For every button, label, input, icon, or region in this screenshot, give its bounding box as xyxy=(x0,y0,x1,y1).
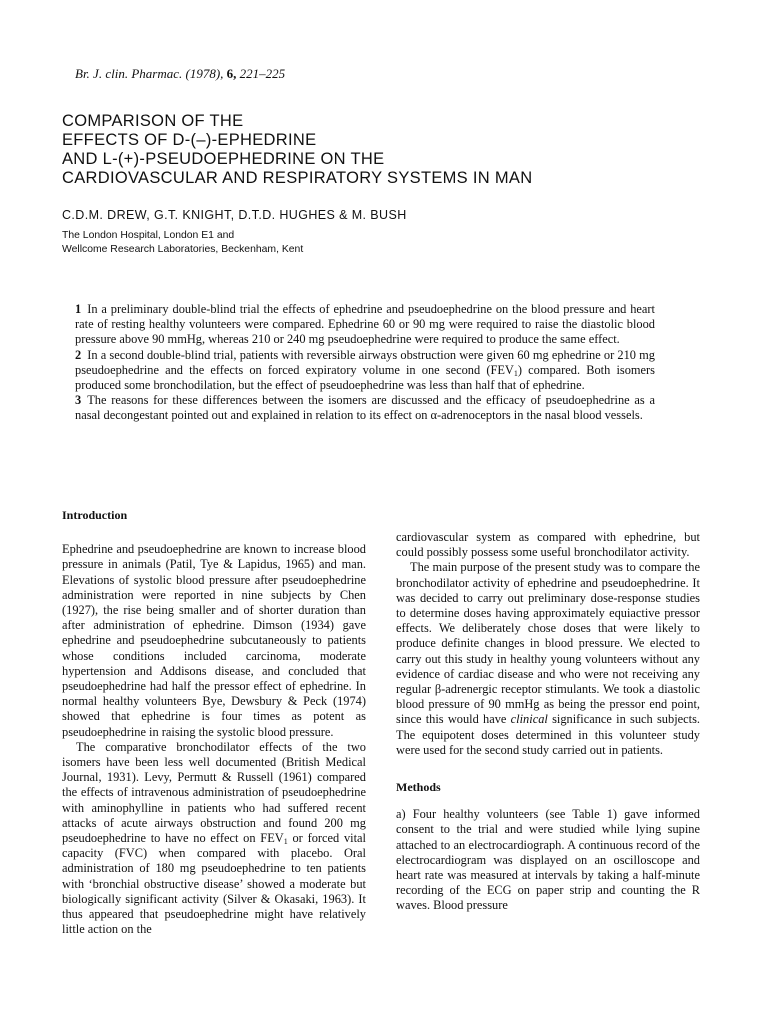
paragraph-text: or forced vital capacity (FVC) when compared with placebo. Oral administration of 180 mg pseudoephedrine to ten patients with ‘bronchial obstructive disease’ showed a moderate but biologically significant activity (Silver & Okasaki, 1963). It thus appeared that pseudoephedrine might have relatively little action on the xyxy=(62,831,366,937)
point-number: 3 xyxy=(75,393,82,408)
journal-pages: 221–225 xyxy=(239,66,286,81)
journal-volume: 6, xyxy=(226,66,237,81)
abstract-point xyxy=(75,302,655,348)
point-number: 1 xyxy=(75,302,82,316)
body-paragraph xyxy=(62,740,366,938)
journal-citation xyxy=(75,66,285,82)
left-column xyxy=(62,508,366,937)
point-text: The reasons for these differences between the isomers are discussed and the efficacy of pseudoephedrine as a nasal decongestant pointed out and explained in relation to its effect on α-adrenoceptors in the nasal blood vessels. xyxy=(75,393,655,423)
subscript: 1 xyxy=(513,368,518,378)
title-line: AND L-(+)-PSEUDOEPHEDRINE ON THE xyxy=(62,150,385,168)
body-paragraph: Ephedrine and pseudoephedrine are known to increase blood pressure in animals (Patil, Tye & Lapidus, 1965) and man. Elevations of systolic blood pressure after pseudoephedrine administration were reported in nine subjects by Chen (1927), the rise being smaller and of shorter duration than after administration of ephedrine. Dimson (1934) gave ephedrine and pseudoephedrine subcutaneously to patients whose conditions included carcinoma, moderate hypertension and Addisons disease, and concluded that pseudoephedrine had half the pressor effect of ephedrine. In normal healthy volunteers Bye, Dewsbury & Peck (1974) showed that ephedrine is four times as potent as pseudoephedrine in raising the systolic blood pressure. xyxy=(62,542,366,739)
point-number: 2 xyxy=(75,347,82,362)
abstract-point xyxy=(75,348,655,394)
title-line: COMPARISON OF THE xyxy=(62,112,244,130)
article-title xyxy=(62,112,702,188)
paragraph-text: significance in such subjects. The equipotent doses determined in this volunteer study were used for the second study carried out in patients. xyxy=(396,712,700,757)
section-heading-methods: Methods xyxy=(396,780,441,795)
point-text: In a preliminary double-blind trial the effects of ephedrine and pseudoephedrine on the blood pressure and heart rate of resting healthy volunteers were compared. Ephedrine 60 or 90 mg were required to raise the diastolic blood pressure above 90 mmHg, whereas 210 or 240 mg pseudoephedrine were required to produce the same effect. xyxy=(75,302,655,347)
body-paragraph: a) Four healthy volunteers (see Table 1) gave informed consent to the trial and were studied while lying supine attached to an electrocardiograph. A continuous record of the electrocardiogram was displayed on an oscilloscope and heart rate was measured at intervals by taking a half-minute recording of the ECG on paper strip and counting the R waves. Blood pressure xyxy=(396,807,700,913)
paragraph-text: The main purpose of the present study was to compare the bronchodilator activity of ephedrine and pseudoephedrine. It was decided to carry out preliminary dose-response studies to determine doses having approximately equiactive pressor effects. We deliberately chose doses that were likely to produce definite changes in blood pressure. We elected to carry out this study in healthy young volunteers without any evidence of cardiac disease and who were not receiving any regular β-adrenergic receptor stimulants. We took a diastolic blood pressure of 90 mmHg as being the pressor end point, since this would have xyxy=(396,560,700,727)
abstract xyxy=(75,302,655,424)
affiliation-line: Wellcome Research Laboratories, Beckenham, Kent xyxy=(62,244,304,255)
right-column xyxy=(396,530,700,914)
journal-year: (1978), xyxy=(185,66,224,81)
affiliations xyxy=(62,229,303,257)
point-text: In a second double-blind trial, patients with reversible airways obstruction were given 60 mg ephedrine or 210 mg pseudoephedrine and the effects on forced expiratory volume in one second (FEV xyxy=(75,347,655,377)
point-text: ) compared. Both isomers produced some bronchodilation, but the effect of pseudoephedrine was less than half that of ephedrine. xyxy=(75,362,656,393)
title-line: CARDIOVASCULAR AND RESPIRATORY SYSTEMS IN MAN xyxy=(62,169,533,187)
section-heading-introduction: Introduction xyxy=(62,508,128,522)
title-line: EFFECTS OF D-(–)-EPHEDRINE xyxy=(62,131,317,149)
affiliation-line: The London Hospital, London E1 and xyxy=(62,230,235,241)
paragraph-text: The comparative bronchodilator effects of the two isomers have been less well documented (British Medical Journal, 1931). Levy, Permutt & Russell (1961) compared the effects of intravenous administration of pseudoephedrine with aminophylline in patients who had suffered recent attacks of acute airways obstruction and found 200 mg pseudoephedrine to have no effect on FEV xyxy=(62,739,366,846)
abstract-point xyxy=(75,393,655,423)
emphasis: clinical xyxy=(510,712,548,727)
subscript: 1 xyxy=(283,837,288,847)
body-paragraph xyxy=(396,560,700,758)
author-list: C.D.M. DREW, G.T. KNIGHT, D.T.D. HUGHES & M. BUSH xyxy=(62,208,407,222)
body-paragraph: cardiovascular system as compared with ephedrine, but could possibly possess some useful bronchodilator activity. xyxy=(396,530,700,560)
journal-name: Br. J. clin. Pharmac. xyxy=(75,66,183,81)
